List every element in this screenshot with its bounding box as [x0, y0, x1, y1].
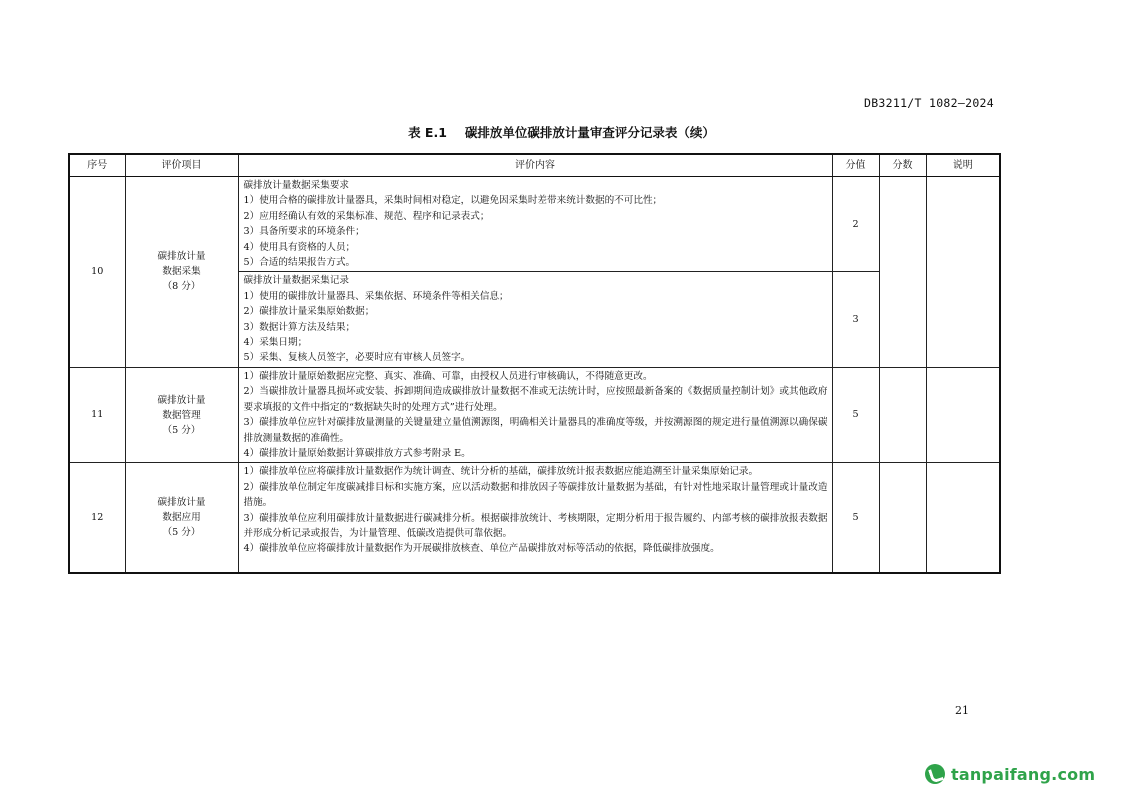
row-max-score: 3 — [832, 272, 879, 367]
row-number: 11 — [69, 367, 125, 462]
table-header-row — [69, 154, 1000, 177]
table-row — [69, 177, 1000, 272]
column-header-max-score: 分值 — [832, 154, 879, 177]
row-content: 碳排放计量数据采集记录 1）使用的碳排放计量器具、采集依据、环境条件等相关信息； 2）碳排放计量采集原始数据； 3）数据计算方法及结果； 4）采集日期； 5）采集、复核人员签字，必要时应有审核人员签字。 — [238, 272, 832, 367]
row-content: 1）碳排放计量原始数据应完整、真实、准确、可靠，由授权人员进行审核确认，不得随意更改。 2）当碳排放计量器具损坏或安装、拆卸期间造成碳排放计量数据不准或无法统计时，应按照最新备案的《数据质量控制计划》或其他政府要求填报的文件中指定的“数据缺失时的处理方式”进行处理。 3）碳排放单位应针对碳排放量测量的关键量建立量值溯源图，明确相关计量器具的准确度等级，并按溯源图的规定进行量值溯源以确保碳排放测量数据的准确性。 4）碳排放计量原始数据计算碳排放方式参考附录 E。 — [238, 367, 832, 462]
column-header-number: 序号 — [69, 154, 125, 177]
row-max-score: 5 — [832, 463, 879, 573]
row-number: 12 — [69, 463, 125, 573]
row-score-cell[interactable] — [879, 177, 926, 368]
row-max-score: 2 — [832, 177, 879, 272]
row-remarks-cell[interactable] — [926, 463, 1000, 573]
column-header-item: 评价项目 — [125, 154, 238, 177]
watermark — [925, 763, 1095, 785]
column-header-score: 分数 — [879, 154, 926, 177]
table-title-number: 表 E.1 — [408, 125, 447, 140]
row-content: 碳排放计量数据采集要求 1）使用合格的碳排放计量器具，采集时间相对稳定，以避免因采集时差带来统计数据的不可比性； 2）应用经确认有效的采集标准、规范、程序和记录表式； 3）具备所要求的环境条件； 4）使用具有资格的人员； 5）合适的结果报告方式。 — [238, 177, 832, 272]
evaluation-table — [68, 153, 1001, 574]
row-content: 1）碳排放单位应将碳排放计量数据作为统计调查、统计分析的基础，碳排放统计报表数据应能追溯至计量采集原始记录。 2）碳排放单位制定年度碳减排目标和实施方案，应以活动数据和排放因子等碳排放计量数据为基础，有针对性地采取计量管理或计量改造措施。 3）碳排放单位应利用碳排放计量数据进行碳减排分析。根据碳排放统计、考核期限，定期分析用于报告履约、内部考核的碳排放报表数据并形成分析记录或报告，为计量管理、低碳改造提供可靠依据。 4）碳排放单位应将碳排放计量数据作为开展碳排放核查、单位产品碳排放对标等活动的依据，降低碳排放强度。 — [238, 463, 832, 573]
table-row — [69, 463, 1000, 573]
row-number: 10 — [69, 177, 125, 368]
row-item-name: 碳排放计量 数据采集 （8 分） — [125, 177, 238, 368]
column-header-content: 评价内容 — [238, 154, 832, 177]
table-title — [0, 123, 1123, 141]
page-number: 21 — [955, 704, 969, 717]
watermark-text: tanpaifang.com — [951, 764, 1096, 784]
standard-code: DB3211/T 1082—2024 — [863, 96, 994, 110]
row-score-cell[interactable] — [879, 367, 926, 462]
table-row — [69, 367, 1000, 462]
column-header-remarks: 说明 — [926, 154, 1000, 177]
row-item-name: 碳排放计量 数据管理 （5 分） — [125, 367, 238, 462]
table-title-text: 碳排放单位碳排放计量审查评分记录表（续） — [464, 125, 715, 140]
row-item-name: 碳排放计量 数据应用 （5 分） — [125, 463, 238, 573]
tanpaifang-logo-icon — [925, 764, 945, 784]
row-max-score: 5 — [832, 367, 879, 462]
row-remarks-cell[interactable] — [926, 177, 1000, 368]
row-remarks-cell[interactable] — [926, 367, 1000, 462]
row-score-cell[interactable] — [879, 463, 926, 573]
